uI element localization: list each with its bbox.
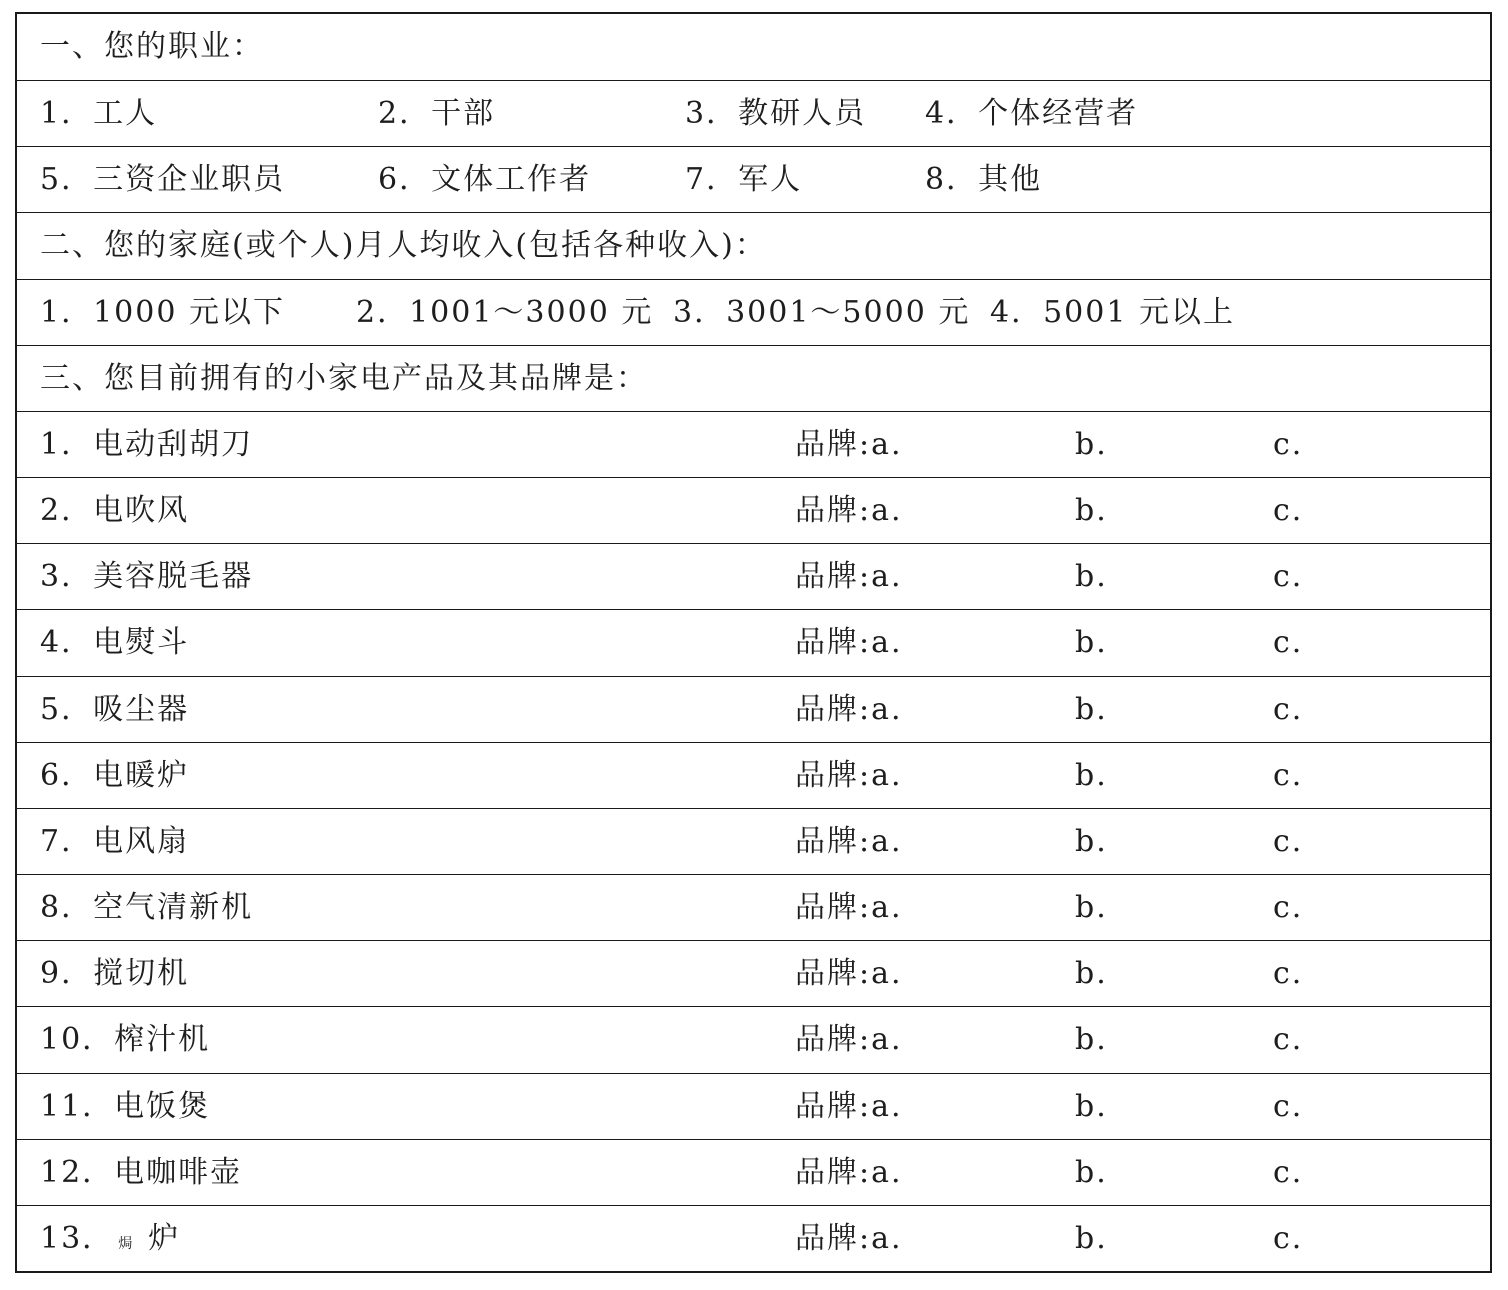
income-options-row (17, 279, 1490, 345)
appliance-item-label: 6．电暖炉 (40, 757, 190, 793)
brand-b-label: b. (1075, 625, 1108, 661)
brand-a-label: 品牌:a. (795, 1220, 903, 1256)
brand-a-label: 品牌:a. (795, 890, 903, 926)
appliance-row (17, 940, 1490, 1006)
brand-a-label: 品牌:a. (795, 625, 903, 661)
brand-b-label: b. (1075, 956, 1108, 992)
appliance-row (17, 808, 1490, 874)
brand-c-label: c. (1273, 1088, 1304, 1124)
occupation-option: 3．教研人员 (685, 96, 867, 132)
appliance-row (17, 1205, 1490, 1271)
appliance-item-label: 12．电咖啡壶 (40, 1154, 243, 1190)
appliance-item-label: 5．吸尘器 (40, 691, 190, 727)
appliance-item-label: 3．美容脱毛器 (40, 559, 254, 595)
section-title-occupation: 一、您的职业： (40, 29, 264, 64)
income-option: 3．3001～5000 元 (673, 294, 971, 330)
income-option: 1．1000 元以下 (40, 294, 285, 330)
occupation-title-row (17, 14, 1490, 80)
section-title-income: 二、您的家庭(或个人)月人均收入(包括各种收入)： (40, 228, 767, 264)
brand-b-label: b. (1075, 691, 1108, 727)
appliance-row (17, 1139, 1490, 1205)
appliance-row (17, 411, 1490, 477)
occupation-option: 6．文体工作者 (378, 162, 592, 198)
brand-b-label: b. (1075, 426, 1108, 462)
appliance-row (17, 543, 1490, 609)
appliance-item-label: 7．电风扇 (40, 823, 190, 859)
brand-c-label: c. (1273, 890, 1304, 926)
brand-a-label: 品牌:a. (795, 493, 903, 529)
appliance-row (17, 609, 1490, 675)
brand-c-label: c. (1273, 1220, 1304, 1256)
appliance-item-label: 10．榨汁机 (40, 1022, 211, 1058)
income-title-row (17, 212, 1490, 278)
occupation-option: 7．军人 (685, 162, 803, 198)
brand-b-label: b. (1075, 1154, 1108, 1190)
brand-c-label: c. (1273, 1154, 1304, 1190)
occupation-options-row (17, 80, 1490, 146)
brand-b-label: b. (1075, 1220, 1108, 1256)
appliance-item-small-char: 焗 (118, 1235, 133, 1252)
brand-a-label: 品牌:a. (795, 1022, 903, 1058)
brand-a-label: 品牌:a. (795, 559, 903, 595)
appliance-row (17, 1006, 1490, 1072)
appliance-item-label: 8．空气清新机 (40, 890, 254, 926)
brand-b-label: b. (1075, 559, 1108, 595)
appliance-row (17, 1073, 1490, 1139)
occupation-option: 5．三资企业职员 (40, 162, 286, 198)
appliance-row (17, 676, 1490, 742)
occupation-options-row (17, 146, 1490, 212)
occupation-option: 1．工人 (40, 96, 158, 132)
appliance-row (17, 742, 1490, 808)
occupation-option: 4．个体经营者 (925, 96, 1139, 132)
brand-c-label: c. (1273, 691, 1304, 727)
brand-b-label: b. (1075, 1088, 1108, 1124)
appliance-item-number: 13． (40, 1220, 115, 1256)
income-option: 2．1001～3000 元 (356, 294, 654, 330)
appliance-row (17, 874, 1490, 940)
brand-a-label: 品牌:a. (795, 757, 903, 793)
brand-a-label: 品牌:a. (795, 1088, 903, 1124)
brand-c-label: c. (1273, 823, 1304, 859)
section-title-appliances: 三、您目前拥有的小家电产品及其品牌是： (40, 360, 648, 396)
brand-b-label: b. (1075, 757, 1108, 793)
appliance-item-name: 炉 (148, 1220, 181, 1256)
income-option: 4．5001 元以上 (990, 294, 1235, 330)
appliance-item-label: 2．电吹风 (40, 493, 190, 529)
brand-a-label: 品牌:a. (795, 823, 903, 859)
brand-c-label: c. (1273, 559, 1304, 595)
questionnaire-table (15, 12, 1492, 1273)
appliance-item-label: 4．电熨斗 (40, 625, 190, 661)
brand-a-label: 品牌:a. (795, 426, 903, 462)
occupation-option: 2．干部 (378, 96, 496, 132)
appliances-title-row (17, 345, 1490, 411)
brand-a-label: 品牌:a. (795, 956, 903, 992)
appliance-item-label (40, 1206, 180, 1271)
brand-c-label: c. (1273, 625, 1304, 661)
brand-c-label: c. (1273, 426, 1304, 462)
brand-c-label: c. (1273, 493, 1304, 529)
brand-b-label: b. (1075, 890, 1108, 926)
brand-a-label: 品牌:a. (795, 1154, 903, 1190)
appliance-row (17, 477, 1490, 543)
brand-b-label: b. (1075, 493, 1108, 529)
appliance-item-label: 11．电饭煲 (40, 1088, 211, 1124)
brand-b-label: b. (1075, 823, 1108, 859)
appliance-item-label: 9．搅切机 (40, 956, 190, 992)
brand-c-label: c. (1273, 757, 1304, 793)
appliance-item-label: 1．电动刮胡刀 (40, 426, 254, 462)
brand-c-label: c. (1273, 1022, 1304, 1058)
brand-c-label: c. (1273, 956, 1304, 992)
brand-b-label: b. (1075, 1022, 1108, 1058)
occupation-option: 8．其他 (925, 162, 1043, 198)
brand-a-label: 品牌:a. (795, 691, 903, 727)
